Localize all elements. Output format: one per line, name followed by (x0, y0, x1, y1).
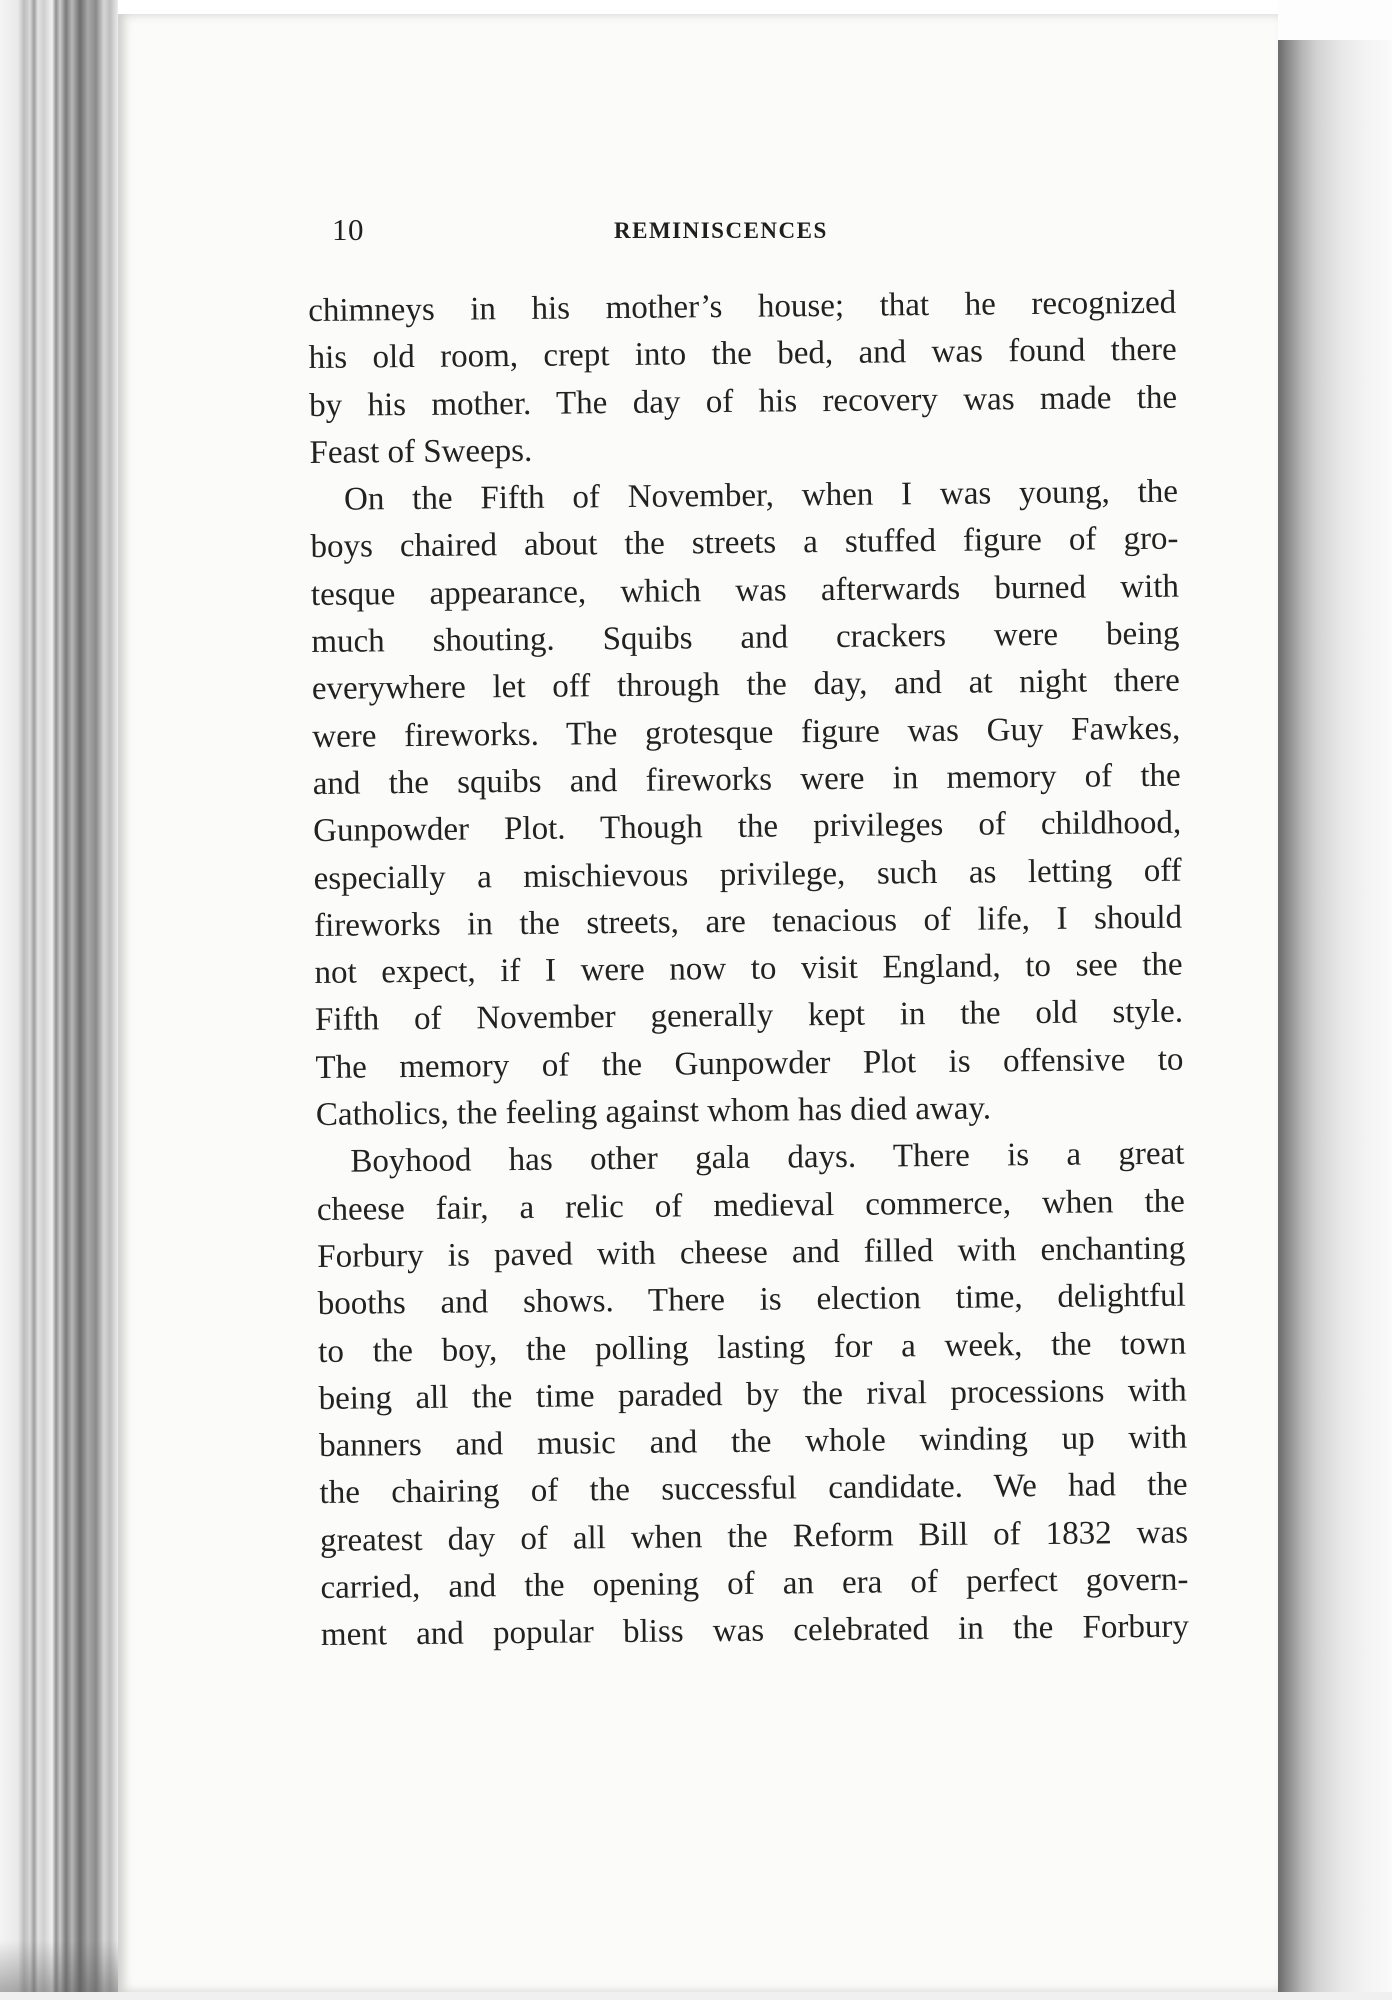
text-line: not expect, if I were now to visit England, to see the (314, 946, 1183, 992)
text-line: his old room, crept into the bed, and was found there (308, 331, 1177, 377)
text-line: and the squibs and fireworks were in memory of the (312, 757, 1181, 802)
page-number: 10 (332, 212, 364, 247)
text-line: banners and music and the whole winding up with (318, 1419, 1188, 1465)
text-line: everywhere let off through the day, and at night there (311, 663, 1180, 708)
text-line: especially a mischievous privilege, such as letting off (313, 852, 1182, 897)
top-margin-strip (1278, 0, 1392, 40)
text-line: boys chaired about the streets a stuffed figure of gro- (310, 521, 1179, 566)
text-line: were fireworks. The grotesque figure was Guy Fawkes, (312, 710, 1181, 755)
text-line: tesque appearance, which was afterwards burned with (310, 568, 1180, 613)
text-line: Forbury is paved with cheese and filled with enchanting (317, 1230, 1186, 1275)
text-line: greatest day of all when the Reform Bill of 1832 was (319, 1514, 1189, 1559)
book-gutter-shadow (1278, 40, 1392, 2000)
text-line: Feast of Sweeps. (309, 432, 533, 471)
text-line: being all the time paraded by the rival processions with (318, 1372, 1187, 1417)
text-line: by his mother. The day of his recovery was made the (308, 379, 1178, 424)
text-line: to the boy, the polling lasting for a week, the town (318, 1325, 1187, 1370)
text-line: the chairing of the successful candidate. We had the (319, 1467, 1188, 1512)
text-line: chimneys in his mother’s house; that he recognized (308, 284, 1177, 329)
text-line: much shouting. Squibs and crackers were being (311, 615, 1180, 661)
book-left-edge (0, 0, 118, 2000)
text-line: Gunpowder Plot. Though the privileges of childhood, (313, 804, 1182, 850)
body-text (308, 280, 1189, 1660)
text-line: cheese fair, a relic of medieval commerce, when the (316, 1183, 1185, 1228)
text-line: On the Fifth of November, when I was young, the (343, 473, 1179, 518)
bottom-margin-strip (0, 1992, 1392, 2000)
text-line: Catholics, the feeling against whom has died away. (315, 1090, 992, 1134)
text-line: Boyhood has other gala days. There is a great (350, 1135, 1185, 1180)
text-line: fireworks in the streets, are tenacious of life, I should (313, 899, 1183, 944)
running-head (332, 212, 1172, 252)
text-line: ment and popular bliss was celebrated in the Forbury (320, 1608, 1190, 1654)
running-title: REMINISCENCES (614, 218, 828, 243)
text-line: The memory of the Gunpowder Plot is offensive to (315, 1041, 1184, 1086)
text-line: Fifth of November generally kept in the old style. (314, 994, 1184, 1039)
text-line: booths and shows. There is election time, delightful (317, 1277, 1186, 1323)
text-line: carried, and the opening of an era of perfect govern- (320, 1561, 1189, 1606)
